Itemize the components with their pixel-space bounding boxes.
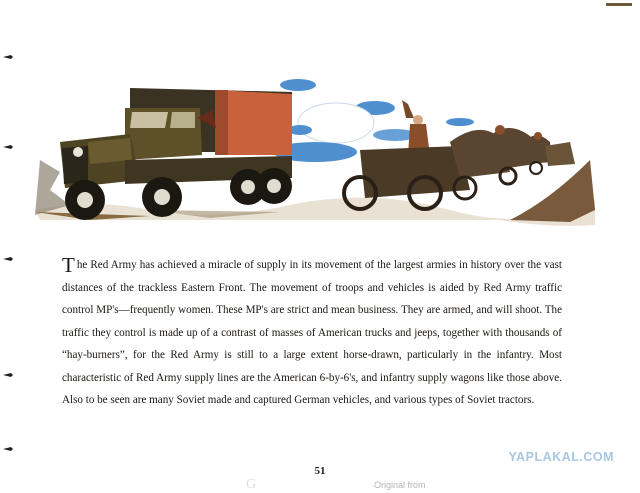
page-number: 51 bbox=[314, 465, 326, 477]
body-paragraph bbox=[62, 254, 562, 412]
margin-binding-mark bbox=[3, 372, 13, 378]
site-watermark: YAPLAKAL.COM bbox=[508, 450, 614, 464]
margin-binding-mark bbox=[3, 256, 13, 262]
scan-mark bbox=[606, 3, 632, 6]
supply-convoy-illustration bbox=[30, 60, 600, 235]
army-truck bbox=[60, 88, 292, 220]
drop-cap: T bbox=[62, 253, 75, 277]
margin-binding-mark bbox=[3, 446, 13, 452]
faded-google-logo: G bbox=[246, 477, 257, 492]
body-text: he Red Army has achieved a miracle of supply in its movement of the largest armies in history over the vast distances of the trackless Eastern Front. The movement of troops and vehicles is aided by Red Army traffic control MP's—frequently women. These MP's are strict and mean business. They are armed, and will shoot. The traffic they control is made up of a contrast of masses of American trucks and jeeps, together with thousands of “hay-burners”, for the Red Army is still to a large extent horse-drawn, particularly in the infantry. Most characteristic of Red Army supply lines are the American 6-by-6's, and infantry supply wagons like those above. Also to be seen are many Soviet made and captured German vehicles, and various types of Soviet tractors. bbox=[62, 259, 562, 406]
source-note: Original from bbox=[374, 480, 426, 490]
margin-binding-mark bbox=[3, 54, 13, 60]
margin-binding-mark bbox=[3, 144, 13, 150]
